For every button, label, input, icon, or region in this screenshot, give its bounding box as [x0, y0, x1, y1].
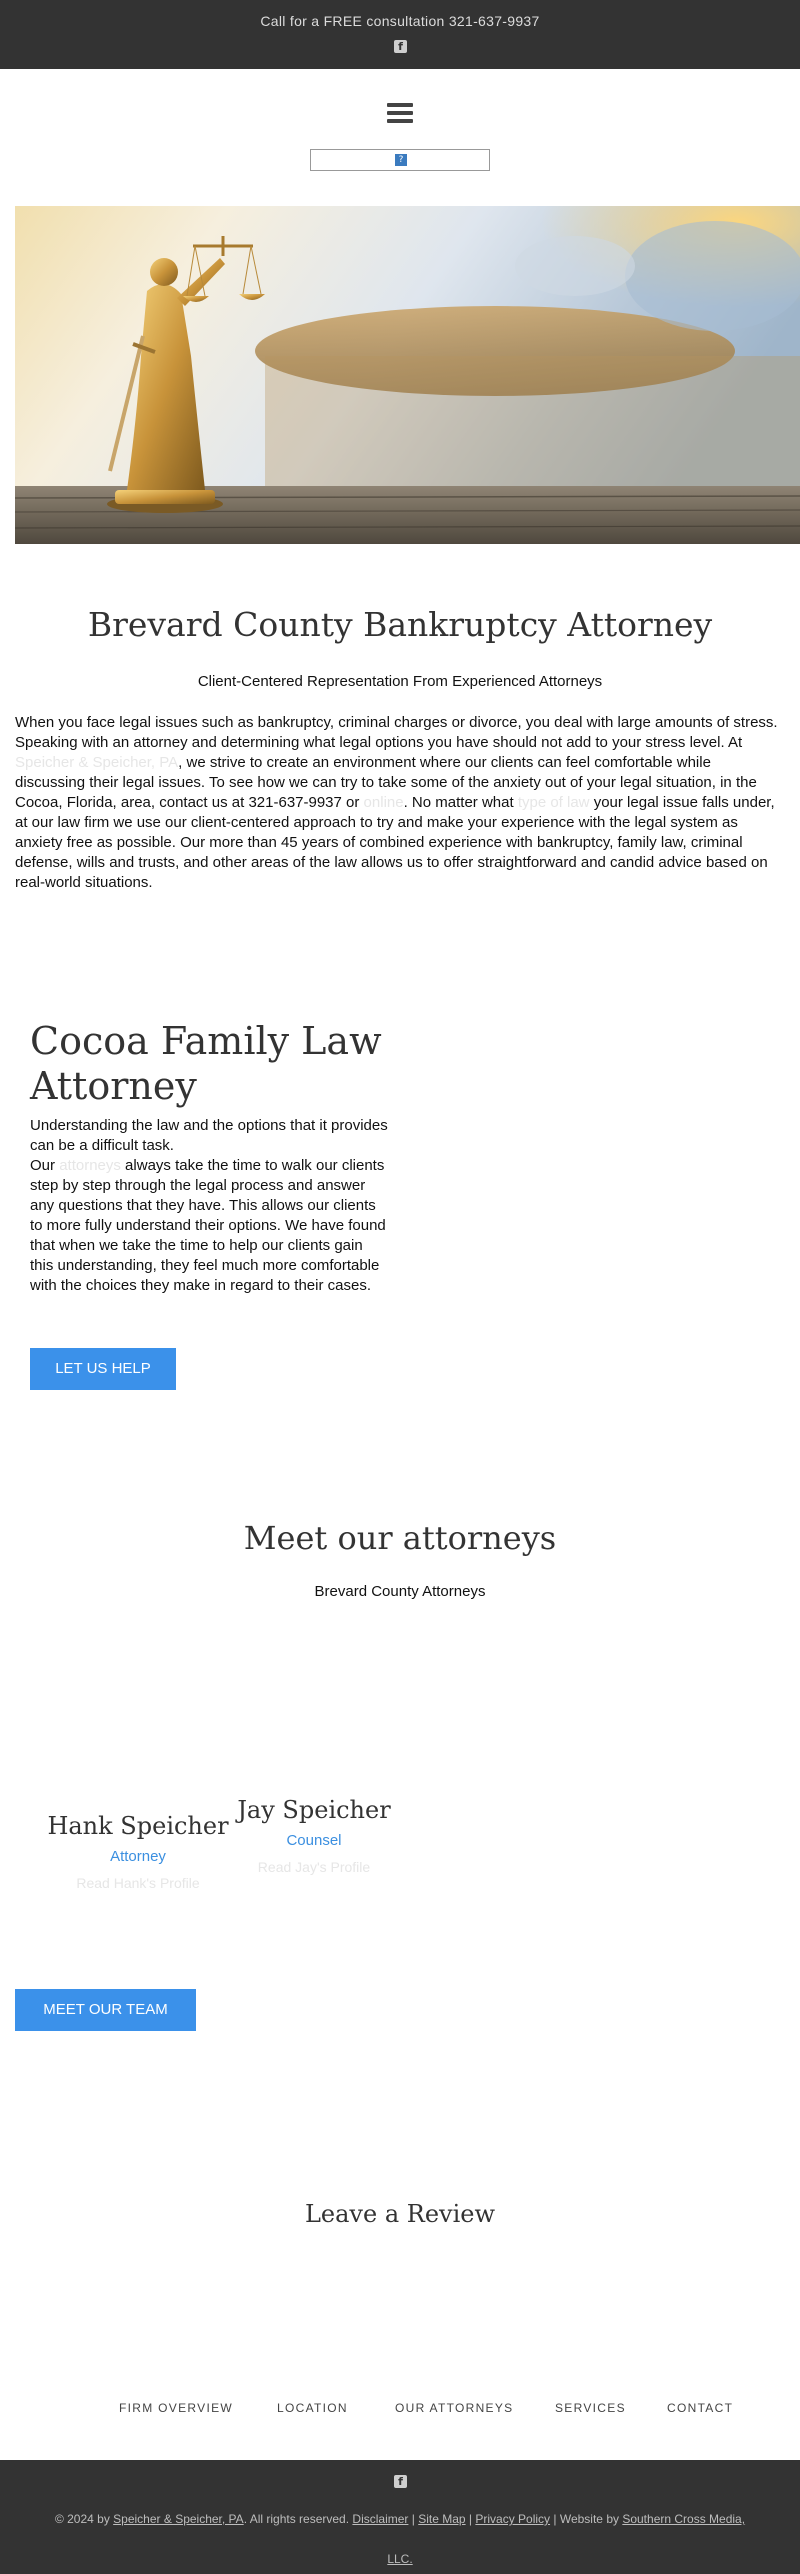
copyright-line: © 2024 by Speicher & Speicher, PA. All rights reserved. Disclaimer | Site Map | Privacy Policy | Website by Southern Cross Media,: [54, 2512, 746, 2526]
footer-nav-location[interactable]: LOCATION: [277, 2401, 348, 2415]
agency-link-cont[interactable]: LLC.: [387, 2552, 413, 2566]
copyright-line-cont: [0, 2552, 800, 2566]
disclaimer-link[interactable]: Disclaimer: [352, 2512, 409, 2526]
intro-paragraph: When you face legal issues such as bankruptcy, criminal charges or divorce, you deal with large amounts of stress. Speaking with an attorney and determining what legal options you have should not add to your stress level. At Speicher & Speicher, PA, we strive to create an environment where our clients can feel comfortable while discussing their legal issues. To see how we can try to take some of the anxiety out of your legal situation, in the Cocoa, Florida, area, contact us at 321-637-9937 or online. No matter what type of law your legal issue falls under, at our law firm we use our client-centered approach to try and make your experience with the legal system as anxiety free as possible. Our more than 45 years of combined experience with bankruptcy, family law, criminal defense, wills and trusts, and other areas of the law allows us to offer straightforward and candid advice based on real-world situations.: [15, 714, 778, 891]
review-title: Leave a Review: [304, 2200, 496, 2228]
attorney-role: Attorney: [110, 1848, 166, 1865]
attorney-name: Hank Speicher: [47, 1812, 229, 1840]
top-bar: [0, 0, 800, 69]
meet-our-team-button[interactable]: MEET OUR TEAM: [15, 1989, 196, 2031]
family-law-text: Understanding the law and the options that it provides can be a difficult task. Our attorneys always take the time to walk our clients step by step through the legal process and answer any questions that they have. This allows our clients to more fully understand their options. We have found that when we take the time to help our clients gain this understanding, they feel much more comfortable with the choices they make in regard to their cases.: [30, 1117, 388, 1294]
site-map-link[interactable]: Site Map: [418, 2512, 466, 2526]
let-us-help-button[interactable]: LET US HELP: [30, 1348, 176, 1390]
footer-nav-our-attorneys[interactable]: OUR ATTORNEYS: [395, 2401, 514, 2415]
practice-areas-link[interactable]: type of law: [517, 794, 590, 811]
consultation-cta[interactable]: Call for a FREE consultation 321-637-9937: [260, 13, 540, 29]
firm-link[interactable]: Speicher & Speicher, PA: [15, 754, 179, 771]
privacy-policy-link[interactable]: Privacy Policy: [475, 2512, 551, 2526]
attorneys-subtitle: Brevard County Attorneys: [314, 1583, 486, 1600]
attorney-card-hank[interactable]: [38, 1812, 238, 1891]
hero-image: [15, 206, 800, 544]
footer-firm-link[interactable]: Speicher & Speicher, PA: [113, 2512, 244, 2526]
attorney-profile-link[interactable]: Read Jay's Profile: [257, 1859, 371, 1875]
attorneys-link[interactable]: attorneys: [59, 1157, 121, 1174]
footer-nav-services[interactable]: SERVICES: [555, 2401, 626, 2415]
attorney-card-jay[interactable]: [214, 1796, 414, 1875]
attorney-name: Jay Speicher: [237, 1796, 391, 1824]
family-law-title: Cocoa Family Law Attorney: [30, 1019, 382, 1108]
attorney-role: Counsel: [286, 1832, 342, 1849]
footer-nav-contact[interactable]: CONTACT: [667, 2401, 734, 2415]
agency-link[interactable]: Southern Cross Media,: [622, 2512, 746, 2526]
footer-nav-firm-overview[interactable]: FIRM OVERVIEW: [119, 2401, 234, 2415]
menu-icon[interactable]: [387, 103, 413, 124]
contact-online-link[interactable]: online: [363, 794, 404, 811]
facebook-icon[interactable]: f: [394, 40, 407, 53]
page-title: Brevard County Bankruptcy Attorney: [87, 605, 713, 644]
attorneys-title: Meet our attorneys: [243, 1519, 557, 1557]
footer: [0, 2460, 800, 2574]
facebook-icon[interactable]: f: [394, 2475, 407, 2488]
search-input[interactable]: [310, 149, 490, 171]
help-icon: ?: [395, 154, 407, 166]
attorney-profile-link[interactable]: Read Hank's Profile: [76, 1875, 200, 1891]
page-subtitle: Client-Centered Representation From Experienced Attorneys: [197, 673, 603, 690]
